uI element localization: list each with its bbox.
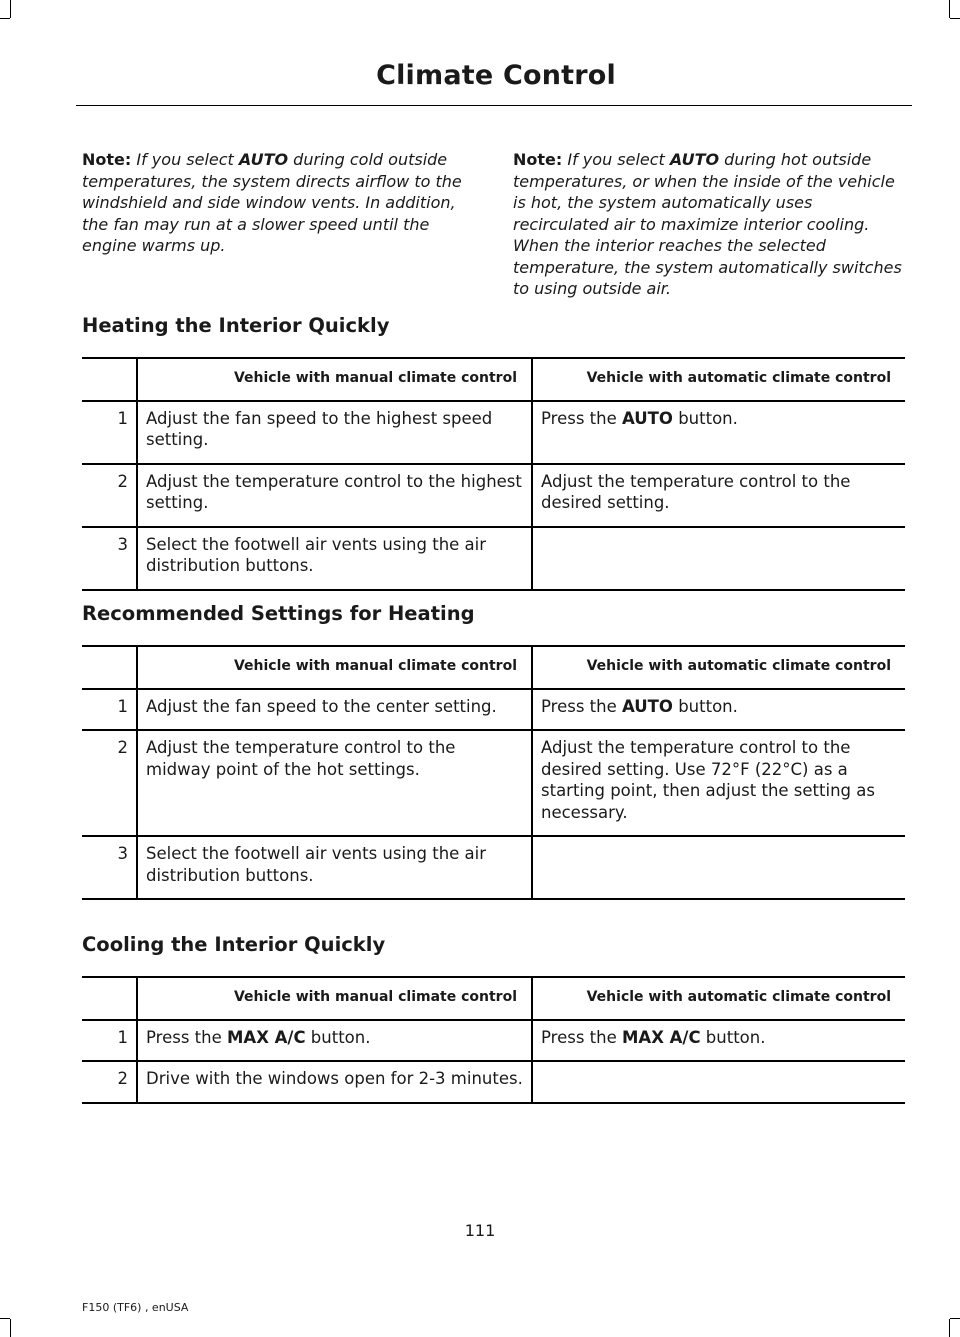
table-row [82,464,905,527]
step-number: 2 [82,730,137,836]
table-row [82,401,905,464]
table-row [82,689,905,731]
manual-step: Drive with the windows open for 2-3 minutes. [137,1061,532,1103]
manual-step [137,1020,532,1062]
button-name: AUTO [622,696,673,716]
header-num [82,646,137,689]
table-header-row [82,358,905,401]
crop-mark [10,1319,11,1337]
table-row [82,730,905,836]
auto-step [532,836,905,899]
auto-step-text: Press the [541,1027,622,1047]
heating-quickly-table [82,357,905,591]
button-name: MAX A/C [622,1027,701,1047]
manual-step: Select the footwell air vents using the air distribution buttons. [137,527,532,590]
auto-step-text: button. [672,696,738,716]
footer-model-code: F150 (TF6) , enUSA [82,1301,189,1314]
cooling-quickly-table [82,976,905,1104]
crop-mark [950,1318,960,1319]
manual-step: Adjust the temperature control to the midway point of the hot settings. [137,730,532,836]
crop-mark [949,1319,950,1337]
auto-step [532,1020,905,1062]
table-row [82,836,905,899]
button-name: MAX A/C [227,1027,306,1047]
page-number: 111 [464,1221,496,1240]
note-auto-term: AUTO [238,150,289,169]
auto-step-text: Adjust the temperature control to the desired setting. [541,471,851,512]
step-number: 3 [82,836,137,899]
manual-step: Adjust the fan speed to the highest speed setting. [137,401,532,464]
auto-step [532,464,905,527]
auto-step [532,689,905,731]
section-heading: Cooling the Interior Quickly [82,933,386,956]
crop-mark [949,0,950,18]
header-manual: Vehicle with manual climate control [137,977,532,1020]
header-manual: Vehicle with manual climate control [137,358,532,401]
crop-mark [0,1318,10,1319]
manual-step: Select the footwell air vents using the air distribution buttons. [137,836,532,899]
step-number: 2 [82,464,137,527]
note-text: If you select [562,150,670,169]
step-number: 3 [82,527,137,590]
manual-step-text: button. [305,1027,371,1047]
note-label: Note: [82,150,132,169]
table-row [82,1061,905,1103]
manual-step: Adjust the fan speed to the center setting. [137,689,532,731]
step-number: 1 [82,401,137,464]
crop-mark [0,18,10,19]
note-hot-auto [513,149,909,300]
note-cold-auto [82,149,472,257]
note-auto-term: AUTO [669,150,720,169]
auto-step-text: Press the [541,408,622,428]
header-auto: Vehicle with automatic climate control [532,646,905,689]
auto-step [532,401,905,464]
note-text: If you select [131,150,239,169]
step-number: 1 [82,689,137,731]
manual-step-text: Press the [146,1027,227,1047]
table-row [82,1020,905,1062]
header-auto: Vehicle with automatic climate control [532,358,905,401]
table-row [82,527,905,590]
title-divider [76,105,912,106]
section-heading: Heating the Interior Quickly [82,314,390,337]
auto-step-text: Press the [541,696,622,716]
auto-step-text: Adjust the temperature control to the desired setting. Use 72°F (22°C) as a starting point, then adjust the setting as necessary. [541,738,875,822]
page-title: Climate Control [376,60,616,91]
note-text: during hot outside temperatures, or when the inside of the vehicle is hot, the system automatically uses recirculated air to maximize interior cooling. When the interior reaches the selected temperature, the system automatically switches to using outside air. [513,150,902,298]
header-auto: Vehicle with automatic climate control [532,977,905,1020]
header-manual: Vehicle with manual climate control [137,646,532,689]
auto-step [532,527,905,590]
step-number: 2 [82,1061,137,1103]
button-name: AUTO [622,408,673,428]
auto-step-text: button. [700,1027,766,1047]
heating-settings-table [82,645,905,900]
section-heading: Recommended Settings for Heating [82,602,475,625]
header-num [82,977,137,1020]
manual-step: Adjust the temperature control to the highest setting. [137,464,532,527]
auto-step [532,730,905,836]
table-header-row [82,977,905,1020]
auto-step [532,1061,905,1103]
crop-mark [950,18,960,19]
header-num [82,358,137,401]
step-number: 1 [82,1020,137,1062]
note-text: during cold outside temperatures, the system directs airflow to the windshield and side window vents. In addition, the fan may run at a slower speed until the engine warms up. [82,150,462,255]
auto-step-text: button. [672,408,738,428]
note-label: Note: [513,150,563,169]
crop-mark [10,0,11,18]
table-header-row [82,646,905,689]
